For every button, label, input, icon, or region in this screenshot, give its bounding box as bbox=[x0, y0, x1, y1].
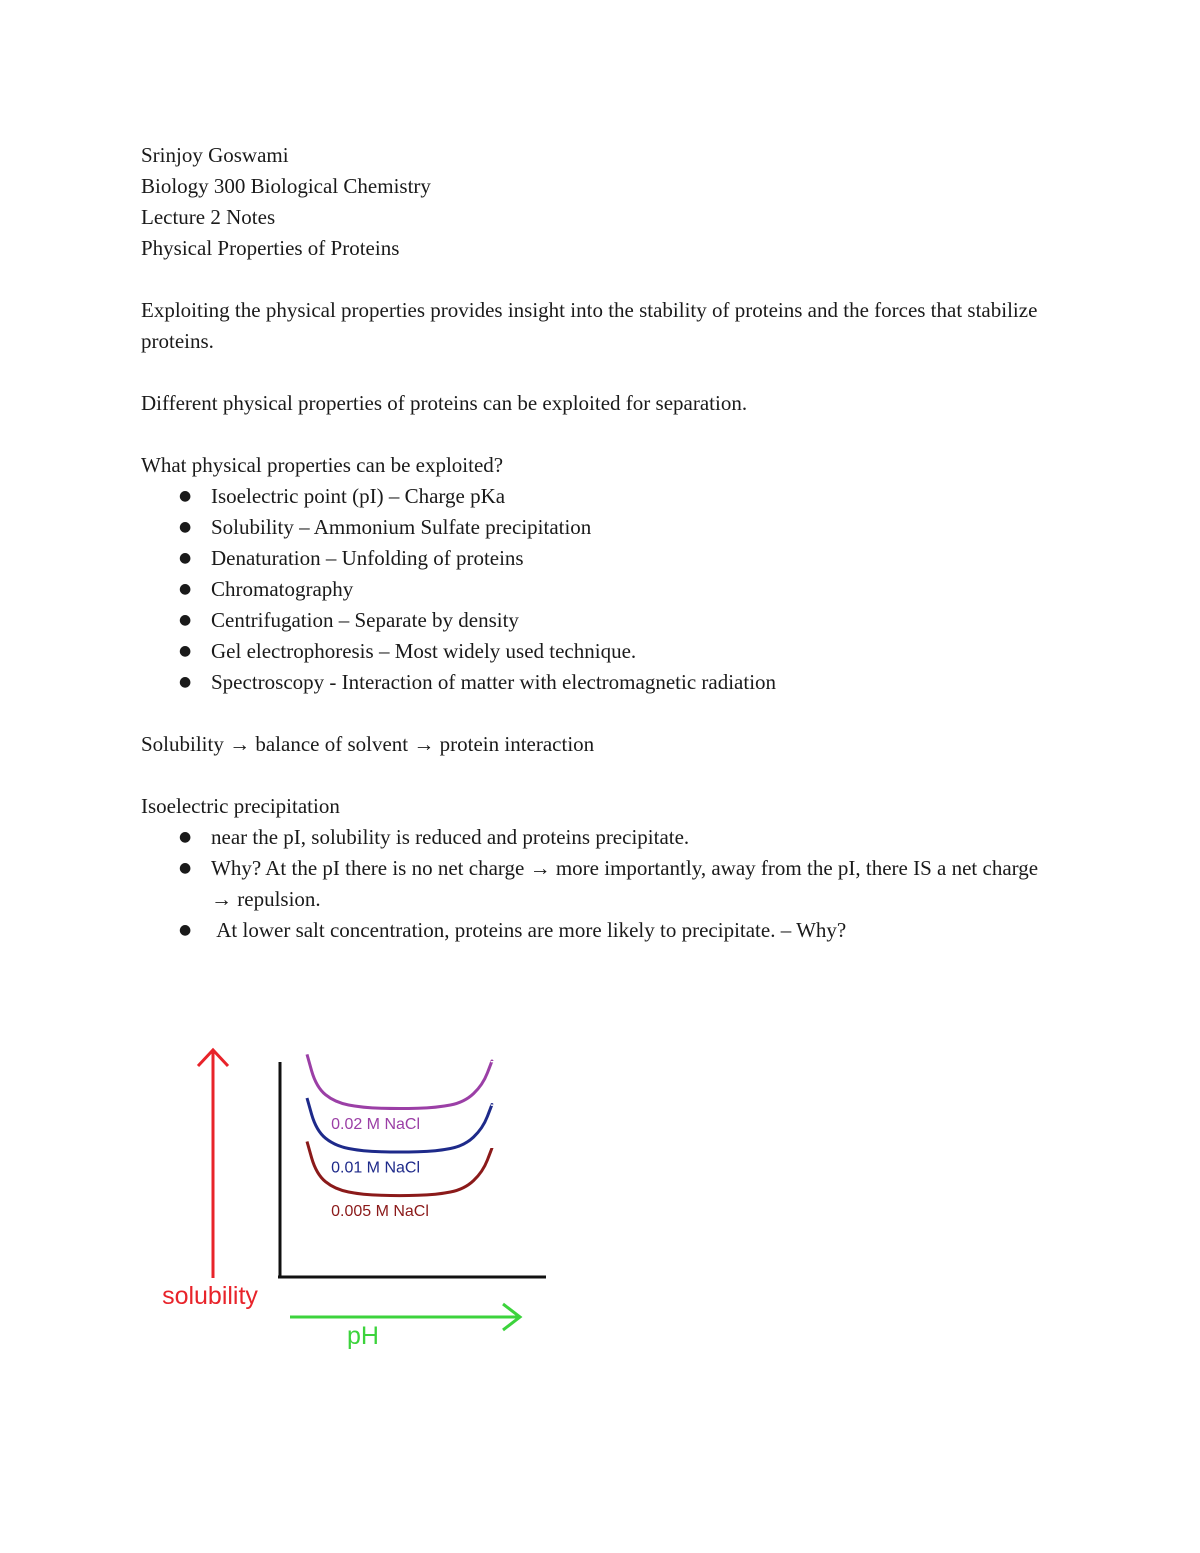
intro-paragraph-2: Different physical properties of proteins can be exploited for separation. bbox=[141, 391, 748, 415]
spacer bbox=[141, 357, 1051, 388]
list-item bbox=[141, 636, 1051, 667]
list-item-text: Solubility – Ammonium Sulfate precipitation bbox=[211, 515, 592, 539]
list-item bbox=[141, 543, 1051, 574]
list-item bbox=[141, 605, 1051, 636]
bullet-icon: ● bbox=[179, 922, 192, 938]
series-label-0: 0.02 M NaCl bbox=[331, 1115, 421, 1133]
list-item bbox=[141, 853, 1051, 915]
isoelectric-heading: Isoelectric precipitation bbox=[141, 794, 340, 818]
document-body bbox=[141, 140, 1051, 946]
series-line-0 bbox=[307, 1054, 492, 1108]
isoelectric-list bbox=[141, 822, 1051, 946]
spacer bbox=[141, 760, 1051, 791]
list-item-text: Isoelectric point (pI) – Charge pKa bbox=[211, 484, 506, 508]
bullet-icon: ● bbox=[179, 581, 192, 597]
list-item-text: Spectroscopy - Interaction of matter with electromagnetic radiation bbox=[211, 670, 777, 694]
lecture-title: Lecture 2 Notes bbox=[141, 205, 276, 229]
list-item-text: Chromatography bbox=[211, 577, 354, 601]
series-label-2: 0.005 M NaCl bbox=[331, 1202, 429, 1220]
bullet-icon: ● bbox=[179, 519, 192, 535]
bullet-icon: ● bbox=[179, 488, 192, 504]
list-item-text: At lower salt concentration, proteins are more likely to precipitate. – Why? bbox=[211, 918, 847, 942]
list-item-text: Centrifugation – Separate by density bbox=[211, 608, 519, 632]
x-axis-label: pH bbox=[347, 1322, 379, 1350]
bullet-icon: ● bbox=[179, 829, 192, 845]
properties-question: What physical properties can be exploited? bbox=[141, 453, 504, 477]
series-label-1: 0.01 M NaCl bbox=[331, 1159, 421, 1177]
bullet-icon: ● bbox=[179, 612, 192, 628]
course-title: Biology 300 Biological Chemistry bbox=[141, 174, 431, 198]
author-name: Srinjoy Goswami bbox=[141, 143, 289, 167]
list-item bbox=[141, 512, 1051, 543]
series-layer bbox=[307, 1054, 492, 1220]
solubility-figure bbox=[140, 1030, 570, 1360]
spacer bbox=[141, 264, 1051, 295]
list-item bbox=[141, 915, 1051, 946]
spacer bbox=[141, 698, 1051, 729]
list-item-text: near the pI, solubility is reduced and proteins precipitate. bbox=[211, 825, 690, 849]
spacer bbox=[141, 419, 1051, 450]
topic-title: Physical Properties of Proteins bbox=[141, 236, 400, 260]
bullet-icon: ● bbox=[179, 860, 192, 876]
list-item bbox=[141, 822, 1051, 853]
bullet-icon: ● bbox=[179, 674, 192, 690]
list-item-text: Denaturation – Unfolding of proteins bbox=[211, 546, 524, 570]
list-item-text: Gel electrophoresis – Most widely used technique. bbox=[211, 639, 637, 663]
solubility-line: Solubility → balance of solvent → protein interaction bbox=[141, 732, 595, 756]
y-axis-label: solubility bbox=[162, 1282, 258, 1310]
bullet-icon: ● bbox=[179, 643, 192, 659]
list-item bbox=[141, 667, 1051, 698]
list-item-text: Why? At the pI there is no net charge → more importantly, away from the pI, there IS a net charge → repulsion. bbox=[211, 856, 1039, 911]
list-item bbox=[141, 574, 1051, 605]
solubility-chart bbox=[140, 1030, 570, 1360]
properties-list bbox=[141, 481, 1051, 698]
bullet-icon: ● bbox=[179, 550, 192, 566]
intro-paragraph-1: Exploiting the physical properties provides insight into the stability of proteins and the forces that stabilize proteins. bbox=[141, 298, 1038, 353]
list-item bbox=[141, 481, 1051, 512]
